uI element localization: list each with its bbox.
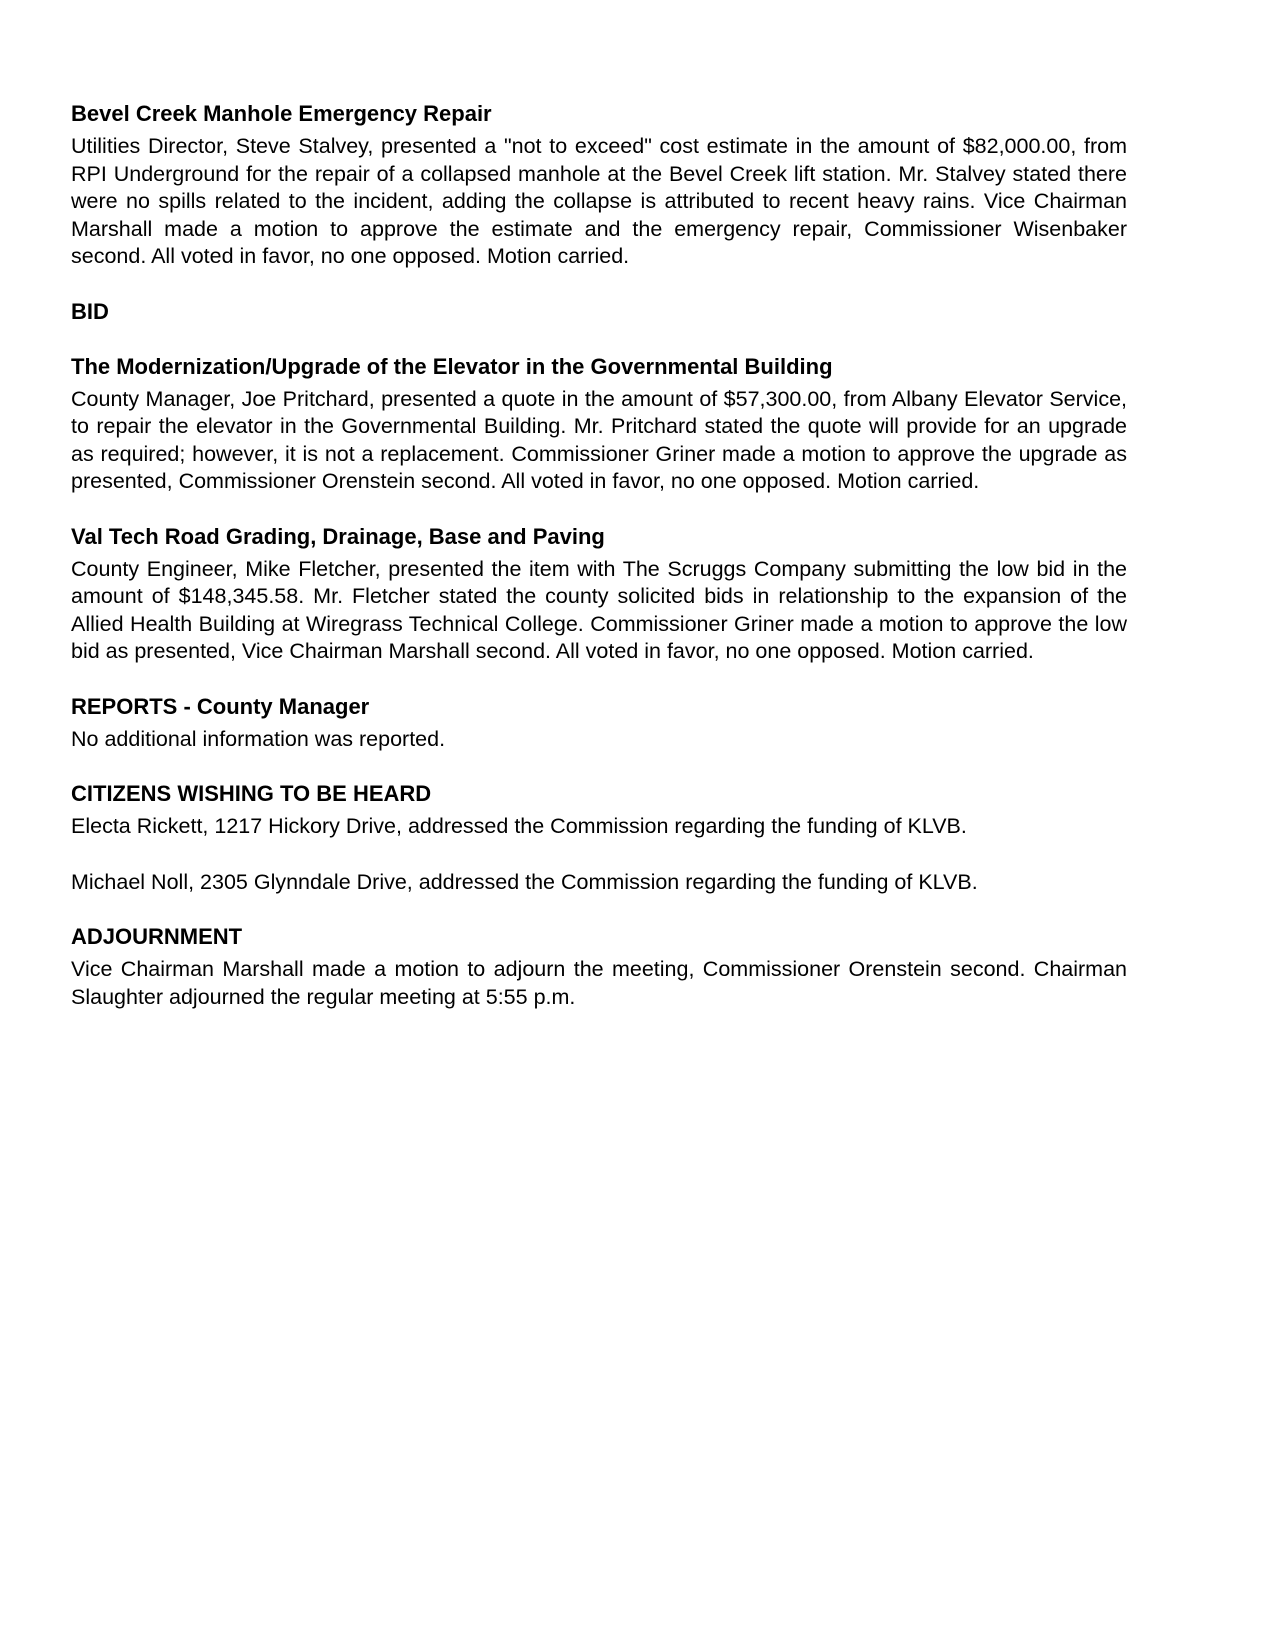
paragraph: County Manager, Joe Pritchard, presented a quote in the amount of $57,300.00, from Albany Elevator Service, to repair the elevator in the Governmental Building. Mr. Pritchard stated the quote will provide for an upgrade as required; however, it is not a replacement. Commissioner Griner made a motion to approve the upgrade as presented, Commissioner Orenstein second. All voted in favor, no one opposed. Motion carried. bbox=[71, 386, 1127, 493]
section-heading: Bevel Creek Manhole Emergency Repair bbox=[71, 101, 492, 126]
section-val-tech-road bbox=[71, 523, 1127, 666]
document-page bbox=[71, 100, 1127, 1011]
section-heading: BID bbox=[71, 298, 109, 324]
section-heading: REPORTS - County Manager bbox=[71, 693, 370, 719]
section-bevel-creek bbox=[71, 100, 1127, 271]
paragraph: Electa Rickett, 1217 Hickory Drive, addressed the Commission regarding the funding of KLVB. bbox=[71, 814, 967, 838]
section-heading: ADJOURNMENT bbox=[71, 924, 243, 949]
section-adjournment bbox=[71, 923, 1127, 1011]
section-citizens-wishing-to-be-heard bbox=[71, 780, 1127, 896]
section-heading: CITIZENS WISHING TO BE HEARD bbox=[71, 781, 432, 806]
paragraph: County Engineer, Mike Fletcher, presented the item with The Scruggs Company submitting the low bid in the amount of $148,345.58. Mr. Fletcher stated the county solicited bids in relationship to the expansion of the Allied Health Building at Wiregrass Technical College. Commissioner Griner made a motion to approve the low bid as presented, Vice Chairman Marshall second. All voted in favor, no one opposed. Motion carried. bbox=[71, 556, 1127, 663]
section-bid bbox=[71, 298, 1127, 326]
section-reports-county-manager bbox=[71, 693, 1127, 754]
paragraph: No additional information was reported. bbox=[71, 726, 446, 751]
section-heading: Val Tech Road Grading, Drainage, Base and Paving bbox=[71, 523, 605, 549]
paragraph: Michael Noll, 2305 Glynndale Drive, addressed the Commission regarding the funding of KLVB. bbox=[71, 869, 978, 894]
paragraph: Vice Chairman Marshall made a motion to adjourn the meeting, Commissioner Orenstein second. Chairman Slaughter adjourned the regular meeting at 5:55 p.m. bbox=[71, 957, 1127, 1009]
section-heading: The Modernization/Upgrade of the Elevator in the Governmental Building bbox=[71, 353, 833, 379]
section-elevator-modernization bbox=[71, 353, 1127, 496]
paragraph: Utilities Director, Steve Stalvey, presented a "not to exceed" cost estimate in the amount of $82,000.00, from RPI Underground for the repair of a collapsed manhole at the Bevel Creek lift station. Mr. Stalvey stated there were no spills related to the incident, adding the collapse is attributed to recent heavy rains. Vice Chairman Marshall made a motion to approve the estimate and the emergency repair, Commissioner Wisenbaker second. All voted in favor, no one opposed. Motion carried. bbox=[71, 134, 1127, 268]
